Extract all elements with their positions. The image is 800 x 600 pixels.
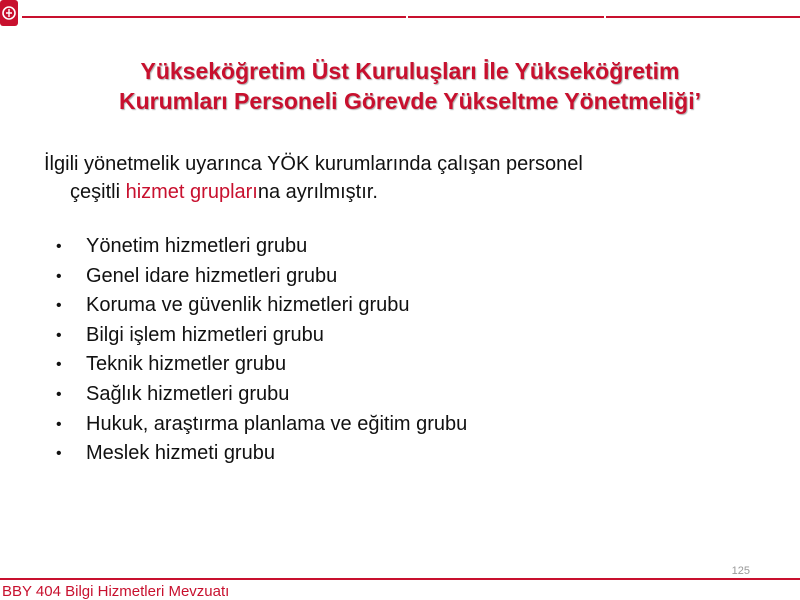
list-item bbox=[44, 350, 467, 380]
intro-line1: İlgili yönetmelik uyarınca YÖK kurumlarında çalışan personel bbox=[44, 153, 583, 175]
bullet-icon: • bbox=[56, 415, 62, 433]
intro-line2 bbox=[44, 178, 744, 206]
list-item-label: Sağlık hizmetleri grubu bbox=[86, 382, 290, 405]
slide-title-line2: Kurumları Personeli Görevde Yükseltme Yönetmeliği’ bbox=[118, 88, 702, 114]
intro-line2-after: na ayrılmıştır. bbox=[257, 181, 378, 203]
bullet-icon: • bbox=[56, 326, 62, 344]
bullet-icon: • bbox=[56, 356, 62, 374]
list-item bbox=[44, 262, 467, 292]
top-rule-3 bbox=[408, 16, 604, 18]
slide-title bbox=[40, 56, 780, 116]
list-item-label: Hukuk, araştırma planlama ve eğitim grubu bbox=[86, 412, 468, 435]
list-item-label: Genel idare hizmetleri grubu bbox=[86, 264, 338, 287]
slide-title-line1: Yükseköğretim Üst Kuruluşları İle Yükseköğretim bbox=[140, 58, 680, 84]
top-rule-1 bbox=[22, 16, 210, 18]
university-logo-icon bbox=[0, 0, 18, 26]
list-item bbox=[44, 321, 467, 351]
list-item-label: Koruma ve güvenlik hizmetleri grubu bbox=[86, 294, 410, 317]
bullet-list bbox=[44, 232, 467, 469]
page-number: 125 bbox=[731, 565, 750, 577]
list-item-label: Yönetim hizmetleri grubu bbox=[86, 235, 308, 257]
intro-highlight: hizmet grupları bbox=[125, 181, 258, 203]
list-item-label: Bilgi işlem hizmetleri grubu bbox=[86, 323, 324, 346]
list-item bbox=[44, 380, 467, 410]
bullet-icon: • bbox=[56, 445, 62, 463]
list-item bbox=[44, 232, 467, 262]
list-item-label: Meslek hizmeti grubu bbox=[86, 442, 275, 465]
list-item bbox=[44, 291, 467, 321]
top-rule-4 bbox=[606, 16, 800, 18]
bottom-rule bbox=[0, 578, 800, 580]
top-rule-2 bbox=[210, 16, 406, 18]
footer-course-title: BBY 404 Bilgi Hizmetleri Mevzuatı bbox=[2, 583, 230, 600]
bullet-icon: • bbox=[56, 385, 62, 403]
list-item bbox=[44, 439, 467, 469]
bullet-icon: • bbox=[56, 267, 62, 285]
bullet-icon: • bbox=[56, 297, 62, 315]
intro-paragraph bbox=[44, 150, 744, 206]
list-item-label: Teknik hizmetler grubu bbox=[86, 353, 287, 376]
list-item bbox=[44, 410, 467, 440]
intro-line2-before: çeşitli bbox=[70, 181, 126, 203]
bullet-icon: • bbox=[56, 238, 62, 255]
